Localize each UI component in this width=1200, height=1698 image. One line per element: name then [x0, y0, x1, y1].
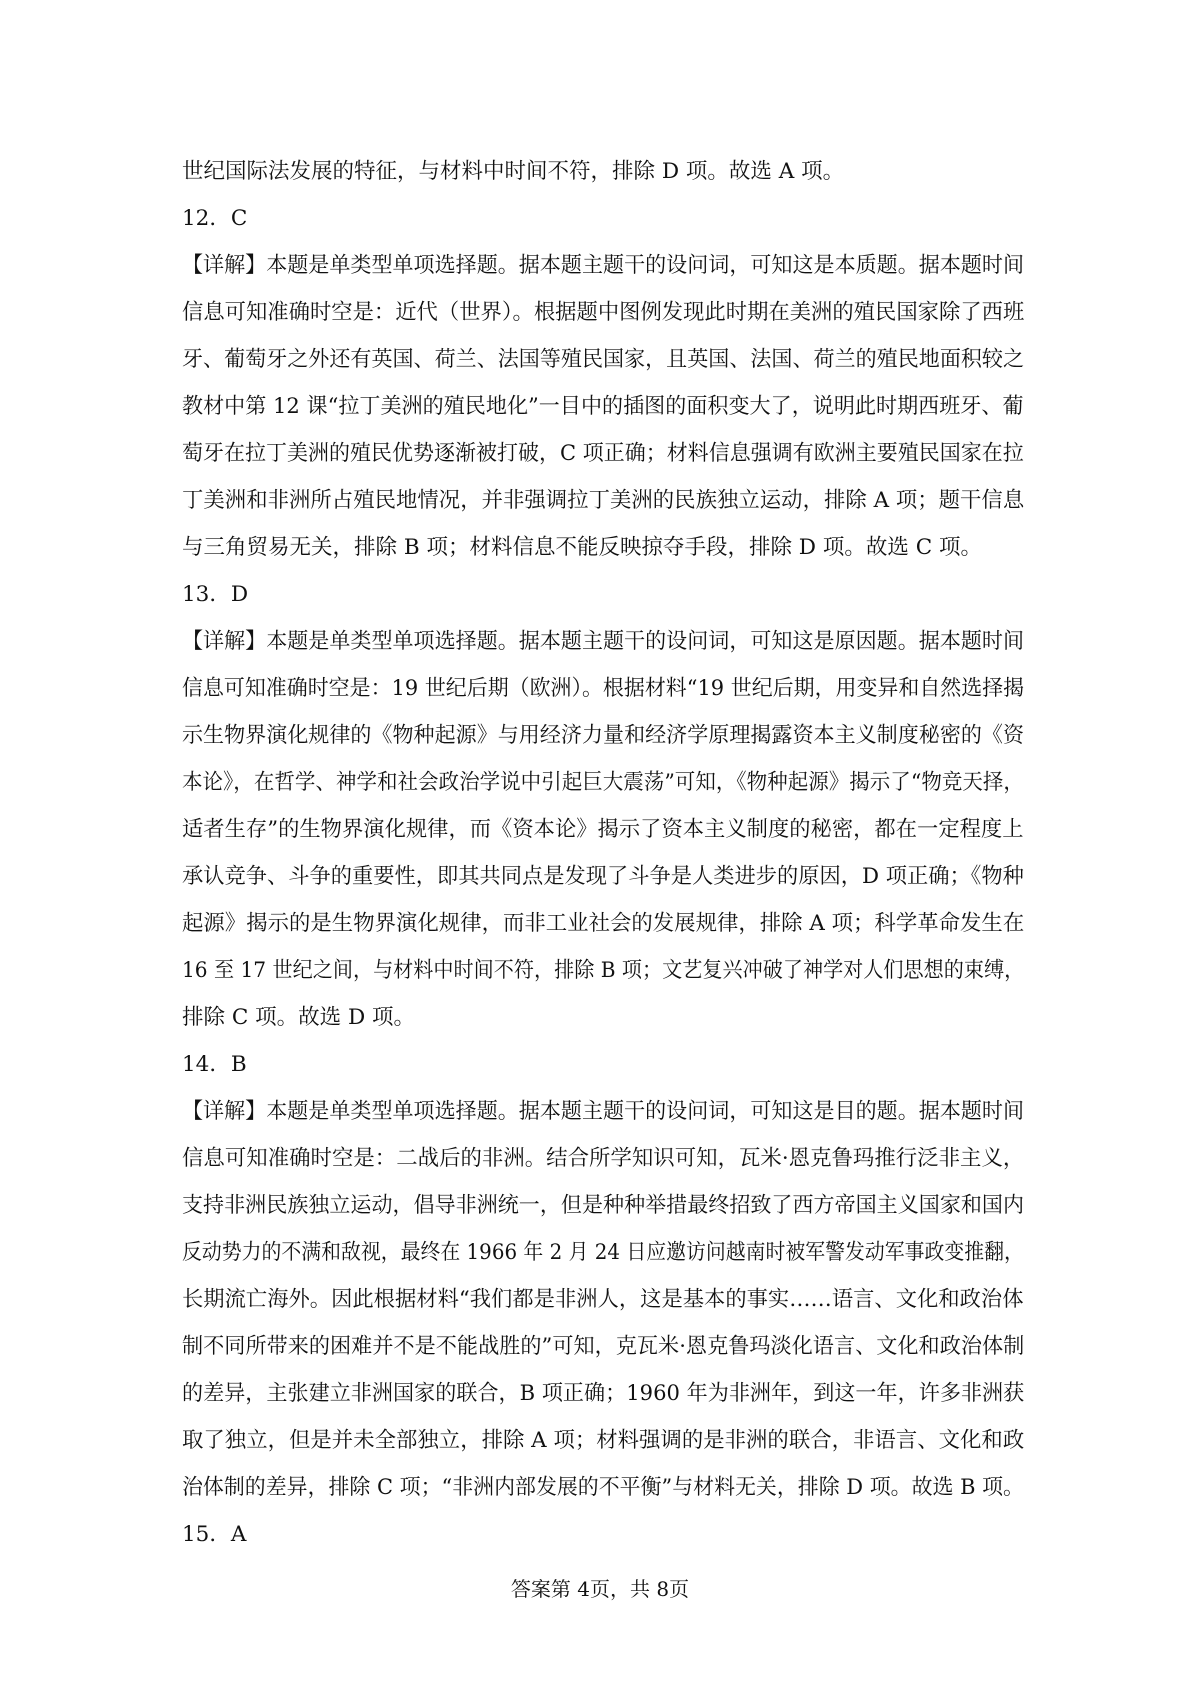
- question-number: 12．C: [182, 206, 248, 231]
- page-footer: 答案第 4页，共 8页: [510, 1577, 690, 1601]
- text-line: 教材中第 12 课“拉丁美洲的殖民地化”一目中的插图的面积变大了，说明此时期西班牙、葡: [182, 394, 1024, 419]
- text-line: 世纪国际法发展的特征，与材料中时间不符，排除 D 项。故选 A 项。: [182, 159, 845, 184]
- question-number: 14．B: [182, 1052, 247, 1077]
- text-line: 丁美洲和非洲所占殖民地情况，并非强调拉丁美洲的民族独立运动，排除 A 项；题干信息: [182, 488, 1025, 513]
- question-number: 13．D: [182, 582, 249, 607]
- answer-content: [182, 148, 1024, 1558]
- text-line: 信息可知准确时空是：19 世纪后期（欧洲）。根据材料“19 世纪后期，用变异和自然选择揭: [182, 676, 1024, 701]
- text-line: 适者生存”的生物界演化规律，而《资本论》揭示了资本主义制度的秘密，都在一定程度上: [182, 817, 1024, 842]
- text-line: 本论》，在哲学、神学和社会政治学说中引起巨大震荡”可知，《物种起源》揭示了“物竞天择，: [182, 770, 1024, 795]
- text-line: 取了独立，但是并未全部独立，排除 A 项；材料强调的是非洲的联合，非语言、文化和政: [182, 1428, 1025, 1453]
- text-line: 与三角贸易无关，排除 B 项；材料信息不能反映掠夺手段，排除 D 项。故选 C 项。: [182, 535, 982, 560]
- text-line: 【详解】本题是单类型单项选择题。据本题主题干的设问词，可知这是目的题。据本题时间: [182, 1099, 1025, 1124]
- text-line: 示生物界演化规律的《物种起源》与用经济力量和经济学原理揭露资本主义制度秘密的《资: [182, 723, 1025, 748]
- text-line: 排除 C 项。故选 D 项。: [182, 1005, 416, 1030]
- text-line: 萄牙在拉丁美洲的殖民优势逐渐被打破，C 项正确；材料信息强调有欧洲主要殖民国家在拉: [182, 441, 1024, 466]
- text-line: 16 至 17 世纪之间，与材料中时间不符，排除 B 项；文艺复兴冲破了神学对人们思想的束缚，: [182, 958, 1025, 983]
- text-line: 支持非洲民族独立运动，倡导非洲统一，但是种种举措最终招致了西方帝国主义国家和国内: [182, 1193, 1025, 1218]
- text-line: 起源》揭示的是生物界演化规律，而非工业社会的发展规律，排除 A 项；科学革命发生在: [182, 911, 1025, 936]
- text-line: 【详解】本题是单类型单项选择题。据本题主题干的设问词，可知这是本质题。据本题时间: [182, 253, 1025, 278]
- text-line: 长期流亡海外。因此根据材料“我们都是非洲人，这是基本的事实……语言、文化和政治体: [182, 1287, 1024, 1312]
- text-line: 信息可知准确时空是：近代（世界）。根据题中图例发现此时期在美洲的殖民国家除了西班: [182, 300, 1025, 325]
- text-line: 信息可知准确时空是：二战后的非洲。结合所学知识可知，瓦米·恩克鲁玛推行泛非主义，: [182, 1146, 1024, 1171]
- text-line: 牙、葡萄牙之外还有英国、荷兰、法国等殖民国家，且英国、法国、荷兰的殖民地面积较之: [182, 347, 1025, 372]
- text-line: 【详解】本题是单类型单项选择题。据本题主题干的设问词，可知这是原因题。据本题时间: [182, 629, 1025, 654]
- question-number: 15．A: [182, 1522, 247, 1547]
- text-line: 反动势力的不满和敌视，最终在 1966 年 2 月 24 日应邀访问越南时被军警发动军事政变推翻，: [182, 1240, 1024, 1265]
- text-line: 制不同所带来的困难并不是不能战胜的”可知，克瓦米·恩克鲁玛淡化语言、文化和政治体制: [182, 1334, 1024, 1359]
- text-line: 治体制的差异，排除 C 项；“非洲内部发展的不平衡”与材料无关，排除 D 项。故选 B 项。: [182, 1475, 1024, 1500]
- text-line: 承认竞争、斗争的重要性，即其共同点是发现了斗争是人类进步的原因，D 项正确；《物种: [182, 864, 1024, 889]
- text-line: 的差异，主张建立非洲国家的联合，B 项正确；1960 年为非洲年，到这一年，许多非洲获: [182, 1381, 1025, 1406]
